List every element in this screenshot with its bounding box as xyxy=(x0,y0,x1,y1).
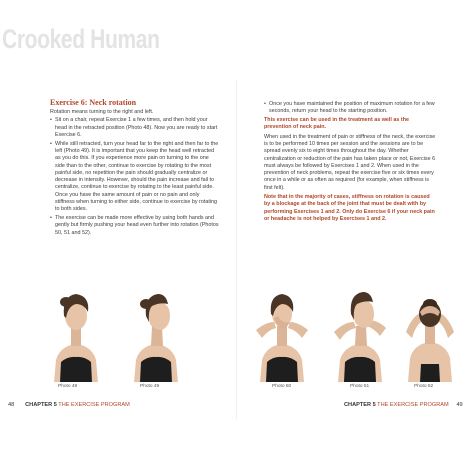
right-text-column xyxy=(264,101,437,225)
body-paragraph: When used in the treatment of pain or stiffness of the neck, the exercise is to be performed 10 times per session and the sessions are to be spread evenly six to eight times throughout the day. Whether centralization or reduction of the pain has taken place or not, Exercise 6 must always be followed by Exercises 1 and 2. When used in the prevention of neck problems, repeat the exercise five or six times every once in a while or as often as required (for example, when stiffness is first felt). xyxy=(264,133,436,191)
photo-caption: Photo 48 xyxy=(58,384,78,389)
watermark-logo: Crooked Human xyxy=(2,24,160,54)
instruction-item: • Once you have maintained the position of maximum rotation for a few seconds, return your head to the starting position. xyxy=(264,101,437,116)
footer-chapter: CHAPTER 5 xyxy=(344,402,376,408)
photo-caption: Photo 49 xyxy=(140,384,160,389)
photo-caption: Photo 52 xyxy=(414,384,434,389)
instruction-item: • The exercise can be made more effective by using both hands and gently but firmly pushing your head even further into rotation (Photos 50, 51 and 52). xyxy=(50,215,220,237)
instruction-list xyxy=(50,117,220,237)
warning-note: Note that in the majority of cases, stiffness on rotation is caused by a blockage at the back of the joint that must be dealt with by performing Exercises 1 and 2. Only do Exercise 6 if your neck pain or headache is not helped by Exercises 1 and 2. xyxy=(264,194,435,222)
photo-48 xyxy=(50,282,102,382)
exercise-intro: Rotation means turning to the right and left. xyxy=(50,109,154,115)
footer-chapter: CHAPTER 5 xyxy=(25,402,57,408)
highlight-note: This exercise can be used in the treatment as well as the prevention of neck pain. xyxy=(264,117,410,131)
exercise-title: Exercise 6: Neck rotation xyxy=(50,98,137,107)
page-number: 49 xyxy=(456,402,463,408)
left-footer xyxy=(8,402,130,409)
footer-section: THE EXERCISE PROGRAM xyxy=(377,402,449,408)
photo-51 xyxy=(334,282,386,382)
photo-caption: Photo 51 xyxy=(350,384,370,389)
right-footer xyxy=(344,402,463,409)
photo-52 xyxy=(404,282,456,382)
photo-caption: Photo 50 xyxy=(272,384,292,389)
footer-section: THE EXERCISE PROGRAM xyxy=(58,402,130,408)
instruction-item: • Sit on a chair, repeat Exercise 1 a few times, and then hold your head in the retracted position (Photo 48). Now you are ready to start Exercise 6. xyxy=(50,117,220,139)
page-number: 48 xyxy=(8,402,15,408)
instruction-item: • While still retracted, turn your head far to the right and then far to the left (Photo 49). It is important that you keep the head well retracted as you do this. If you experience more pain on turning to the one side than to the other, continue to exercise by rotating to the most painful side, no repetition the pain should gradually centralize or decrease in intensity. However, should the pain increase and fail to centralize, continue to exercise by rotating to the least painful side. Once you have the same amount of pain or no pain and only stiffness when turning to either side, continue to exercise by rotating to both sides. xyxy=(50,141,220,214)
left-text-column xyxy=(50,98,220,239)
photo-49 xyxy=(130,282,182,382)
photo-50 xyxy=(256,282,308,382)
continued-list xyxy=(264,101,437,116)
